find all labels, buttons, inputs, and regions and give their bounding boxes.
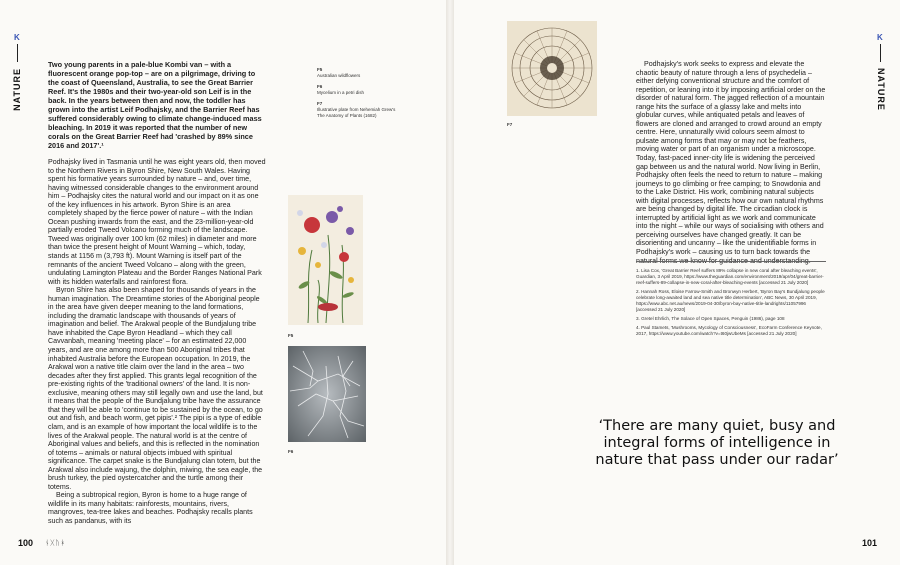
left-body-column — [48, 60, 266, 526]
caption-text: Mycelium in a petri dish — [317, 90, 365, 95]
notes-divider — [636, 261, 826, 262]
figure-label-f7: F7 — [507, 122, 513, 127]
endnote: 3. Gretel Ehrlich, The Solace of Open Spaces, Penguin (1986), page 108 — [636, 316, 785, 321]
section-rule-left — [17, 44, 18, 62]
mycelium-photo — [288, 346, 366, 442]
page-number-left: 100 — [18, 538, 34, 548]
plant-anatomy-plate — [507, 21, 597, 116]
figure-label-f5: F5 — [288, 333, 294, 338]
figure-captions — [317, 62, 397, 119]
wildflowers-illustration — [288, 195, 363, 325]
caption-text: Australian wildflowers — [317, 73, 361, 78]
endnotes — [636, 268, 826, 337]
caption-number: F7 — [317, 101, 323, 106]
k-mark-right: K — [877, 33, 883, 42]
body-paragraph: Podhajsky's work seeks to express and elevate the chaotic beauty of nature through a lens of psychedelia – either defying conventional structure and the comfort of repetition, or leaning into it by imposing artificial order on the disorder of natural form. The jagged reflection of a mountain range hits the surface of a glassy lake and melts into globular curves, while antiquated petals and leaves of flowers are cloned and arranged to crowd around an empty centre. Here, unnaturally vivid colours seem almost to pulsate among forms that may or may not be feathers, moving water or part of an organism under a microscope. Today, fast-paced inner-city life is widening the perceived gap between us and the natural world. Now living in Berlin, Podhajsky often feels the need to return to nature – making journeys to go climbing or free camping; to Snowdonia and to the Lake District. His work, combining natural subjects with digital processes, reflects how our own natural rhythms are being changed by digital life. The circadian clock is interrupted by artificial light as we work and communicate into the night – while our ways of socialising with others and perceiving ourselves have changed greatly. It can be disorienting and uncanny – like the unidentifiable forms in Podhajsky's work – causing us to turn back towards the natural forms we know for guidance and understanding. — [636, 60, 826, 265]
section-label-right: NATURE — [876, 68, 886, 111]
footer-logo: ᚾᚷᚢᚼ — [45, 540, 66, 547]
pull-quote: ‘There are many quiet, busy and integral forms of intelligence in nature that pass under our radar’ — [595, 418, 839, 468]
caption-number: F5 — [317, 67, 323, 72]
body-paragraph: Being a subtropical region, Byron is home to a huge range of wildlife in its many habitats: rainforests, mountains, rivers, mangroves, tea-tree lakes and beaches. Podhajsky recalls plants such as pandanus, with its — [48, 491, 253, 525]
caption-text: Illustrative plate from Nehemiah Grew's The Anatomy of Plants (1682) — [317, 107, 396, 118]
spine-gutter — [446, 0, 454, 565]
endnote: 4. Paul Stamets, 'Mushrooms, Mycology of Consciousness', EcoFarm Conference Keynote, 2017, https://www.youtube.com/watch?v=t60jwUbeMs [accessed 21 July 2020] — [636, 325, 822, 336]
caption-number: F6 — [317, 84, 323, 89]
figure-label-f6: F6 — [288, 449, 294, 454]
intro-paragraph: Two young parents in a pale-blue Kombi van – with a fluorescent orange pop-top – are on a pilgrimage, driving to the coast of Queensland, Australia, to see the Great Barrier Reef. It's the 1980s and their two-year-old son Leif is in the back. In the years between then and now, the toddler has grown into the artist Leif Podhajsky, and the Barrier Reef has suffered considerably owing to climate change-induced mass bleaching. In 2019 it was reported that the number of new corals on the Great Barrier Reef had 'crashed by 89% since 2016 and 2017'.¹ — [48, 60, 262, 150]
section-label-left: NATURE — [12, 68, 22, 111]
endnote: 2. Hannah Ross, Eloise Farrow-Smith and Bronwyn Herbert, 'Byron Bay's Bundjalung people celebrate long-awaited land and sea native title determination', ABC News, 30 April 2019, https://www.abc.net.au/news/2019-04-30/byron-bay-native-title-landrights/11057996 [accessed 21 July 2020] — [636, 289, 825, 312]
body-paragraph: Byron Shire has also been shaped for thousands of years in the human imagination. The Dreamtime stories of the Aboriginal people in the area have given deeper meaning to the land formations, including the dramatic landscape with thousands of years of imagination and belief. The Arakwal people of the Bundjalung tribe have inhabited the Cape Byron Headland – which they call Cavvanbah, meaning 'meeting place' – for an estimated 22,000 years, and are one among more than 500 Aboriginal tribes that inhabited Australia before the European occupation. In 2019, the Arakwal won a native title claim over the land in the area – two decades after they first applied. This grants legal recognition of the pre-existing rights of the 'traditional owners' of the land. It is non-exclusive, meaning others may still legally own and use the land, but it means that the people of the Bundjalung tribe have the assurance that they will be able to 'continue to be sustained by the ocean, to go out and fish, and beach worm, get pipis'.² The pipi is a type of edible clam, and is an example of how important the local wildlife is to the lives of the Arakwal people. The natural world is at the centre of Aboriginal values and beliefs, and this is reflected in the nomination of totems – animals or natural objects imbued with spiritual significance. The carpet snake is the Bundjalung clan totem, but the Arakwal also include wajung, the dolphin, miwing, the sea eagle, the brush turkey, the pied oystercatcher and the turtle among their totems. — [48, 286, 263, 491]
page-number-right: 101 — [862, 538, 878, 548]
k-mark-left: K — [14, 33, 20, 42]
endnote: 1. Lisa Cox, 'Great Barrier Reef suffers 89% collapse in new coral after bleaching events', Guardian, 3 April 2019, https://www.theguardian.com/environment/2019/apr/04/great-barrier-reef-suffers-89-collapse-in-new-coral-after-bleaching-events [accessed 21 July 2020] — [636, 268, 824, 285]
section-rule-right — [880, 44, 881, 62]
body-paragraph: Podhajsky lived in Tasmania until he was eight years old, then moved to the Northern Rivers in Byron Shire, New South Wales. Having spent his formative years surrounded by nature – and, over time, having witnessed considerable changes to the environment around him – Podhajsky cites the natural world and our impact on it as one of the key influences in his artwork. Byron Shire is an area completely shaped by the fierce power of nature – with the Indian Ocean pushing inwards from the east, and the 23-million-year-old partially eroded Tweed Volcano forming much of the landscape. Tweed was originally over 100 km (62 miles) in diameter and more than twice the present height of Mount Warning – which, today, stands at 1156 m (3,793 ft). Mount Warning is itself part of the remnants of the ancient Tweed Volcano – along with the green, undulating Lamington Plateau and the Border Ranges National Park with its hidden waterfalls and rainforest flora. — [48, 158, 266, 286]
right-body-column — [636, 60, 826, 265]
